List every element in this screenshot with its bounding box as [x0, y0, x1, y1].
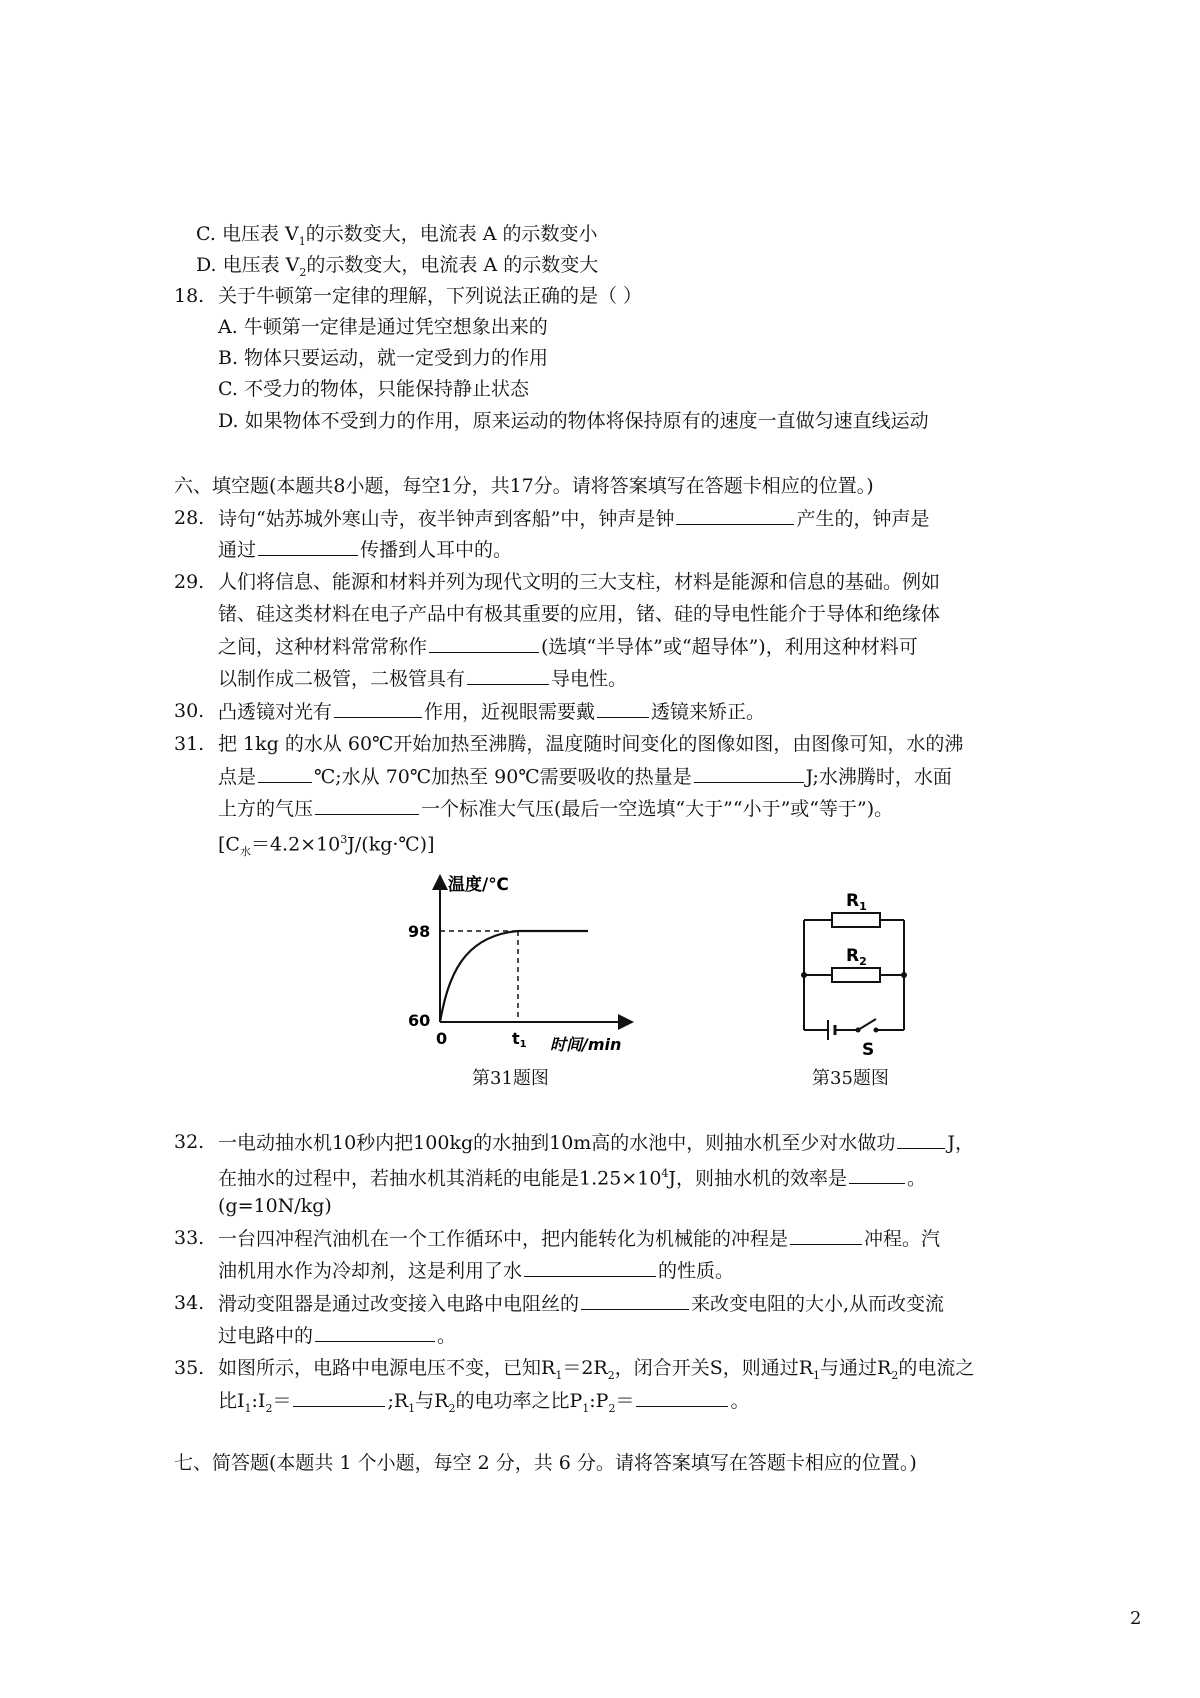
q18-option-a: A. 牛顿第一定律是通过凭空想象出来的: [218, 316, 548, 338]
q33-line1: 一台四冲程汽油机在一个工作循环中，把内能转化为机械能的冲程是 冲程。汽: [218, 1228, 941, 1250]
q32-blank-1: [897, 1130, 945, 1149]
q29-number: 29.: [174, 571, 205, 593]
tick-60: 60: [408, 1011, 431, 1030]
tick-98: 98: [408, 922, 431, 941]
q33-line2: 油机用水作为冷却剂，这是利用了水 的性质。: [218, 1260, 735, 1282]
q17-option-c: C. 电压表 $V_1$的示数变大，电流表 A 的示数变小: [196, 223, 598, 248]
q34-line2: 过电路中的 。: [218, 1325, 457, 1347]
switch-s: [858, 1019, 876, 1030]
tick-t1: t1: [512, 1029, 527, 1050]
q28-number: 28.: [174, 507, 205, 529]
q31-blank-3: [315, 796, 419, 815]
x-axis-label: 时间/min: [550, 1035, 622, 1054]
label-r2: $R_2$: [846, 946, 867, 968]
q29-line4: 以制作成二极管，二极管具有 导电性。: [218, 668, 628, 690]
resistor-r1: [832, 913, 880, 927]
q31-line1: 把 1kg 的水从 60℃开始加热至沸腾，温度随时间变化的图像如图，由图像可知，水的沸: [218, 733, 964, 755]
page-number: 2: [1130, 1608, 1142, 1629]
q17-option-d: D. 电压表 $V_2$的示数变大，电流表 A 的示数变大: [196, 254, 599, 279]
junction-left: [801, 972, 807, 978]
q32-line1: 一电动抽水机10秒内把100kg的水抽到10m高的水池中，则抽水机至少对水做功 J，: [218, 1132, 974, 1154]
q33-blank-2: [524, 1258, 656, 1277]
q18-option-d: D. 如果物体不受到力的作用，原来运动的物体将保持原有的速度一直做匀速直线运动: [218, 410, 929, 432]
resistor-r2: [832, 968, 880, 982]
figure-31-caption: 第31题图: [472, 1068, 549, 1089]
q29-blank-1: [429, 634, 539, 653]
junction-right: [901, 972, 907, 978]
q18-number: 18.: [174, 285, 205, 307]
q34-line1: 滑动变阻器是通过改变接入电路中电阻丝的 来改变电阻的大小,从而改变流: [218, 1293, 945, 1315]
q34-number: 34.: [174, 1292, 205, 1314]
q29-blank-2: [467, 666, 549, 685]
q31-blank-1: [258, 764, 312, 783]
q35-blank-2: [636, 1388, 728, 1407]
q30-number: 30.: [174, 700, 205, 722]
y-axis-label: 温度/℃: [448, 875, 509, 895]
q31-line3: 上方的气压 一个标准大气压(最后一空选填“大于”“小于”或“等于”)。: [218, 798, 894, 820]
q28-line2: 通过 传播到人耳中的。: [218, 539, 513, 561]
q32-line3: (g=10N/kg): [218, 1195, 332, 1217]
q18-option-c: C. 不受力的物体，只能保持静止状态: [218, 378, 529, 400]
label-r1: $R_1$: [846, 891, 867, 913]
q29-line1: 人们将信息、能源和材料并列为现代文明的三大支柱，材料是能源和信息的基础。例如: [218, 571, 941, 593]
q34-blank-1: [581, 1291, 689, 1310]
figure-35-circuit: [792, 870, 932, 1060]
q34-blank-2: [315, 1323, 435, 1342]
section6-heading: 六、填空题(本题共8小题，每空1分，共17分。请将答案填写在答题卡相应的位置。): [174, 475, 874, 497]
q31-line2: 点是 ℃;水从 70℃加热至 90℃需要吸收的热量是 J;水沸腾时，水面: [218, 766, 952, 788]
q18-option-b: B. 物体只要运动，就一定受到力的作用: [218, 347, 549, 369]
label-switch: S: [862, 1040, 875, 1060]
q31-line4: $[C_水=4.2\times 10^3J/(kg\cdot℃)]$: [218, 833, 435, 859]
q18-stem: 关于牛顿第一定律的理解，下列说法正确的是（ ）: [218, 285, 643, 307]
q32-blank-2: [849, 1165, 905, 1184]
section7-heading: 七、简答题(本题共 1 个小题，每空 2 分，共 6 分。请将答案填写在答题卡相应的位置。): [174, 1452, 917, 1474]
q28-blank-2: [258, 537, 358, 556]
q30-blank-1: [334, 699, 422, 718]
q30-blank-2: [597, 699, 649, 718]
q28-blank-1: [676, 506, 794, 525]
origin-label: 0: [436, 1029, 448, 1048]
q32-number: 32.: [174, 1131, 205, 1153]
q30-line1: 凸透镜对光有 作用，近视眼需要戴 透镜来矫正。: [218, 701, 766, 723]
q29-line2: 锗、硅这类材料在电子产品中有极其重要的应用，锗、硅的导电性能介于导体和绝缘体: [218, 603, 941, 625]
q33-number: 33.: [174, 1227, 205, 1249]
figure-31-graph: [400, 868, 640, 1058]
q35-number: 35.: [174, 1357, 205, 1379]
q32-line2: 在抽水的过程中，若抽水机其消耗的电能是$1.25\times 10^4J$，则抽水机的效率是 。: [218, 1167, 927, 1190]
q35-blank-1: [293, 1388, 385, 1407]
q29-line3: 之间，这种材料常常称作 (选填“半导体”或“超导体”)，利用这种材料可: [218, 636, 918, 658]
figure-35-caption: 第35题图: [812, 1068, 889, 1089]
q28-line1: 诗句“姑苏城外寒山寺，夜半钟声到客船”中，钟声是钟 产生的，钟声是: [218, 508, 930, 530]
q31-blank-2: [694, 764, 804, 783]
q35-line2: 比$I_1:I_2=$ $;R_1$与$R_2$的电功率之比$P_1:P_2=$ 。: [218, 1390, 750, 1415]
q35-line1: 如图所示，电路中电源电压不变，已知$R_1=2R_2$，闭合开关S，则通过$R_1$与通过$R_2$的电流之: [218, 1357, 975, 1382]
q31-number: 31.: [174, 733, 205, 755]
q33-blank-1: [790, 1226, 862, 1245]
heating-curve: [440, 931, 518, 1022]
